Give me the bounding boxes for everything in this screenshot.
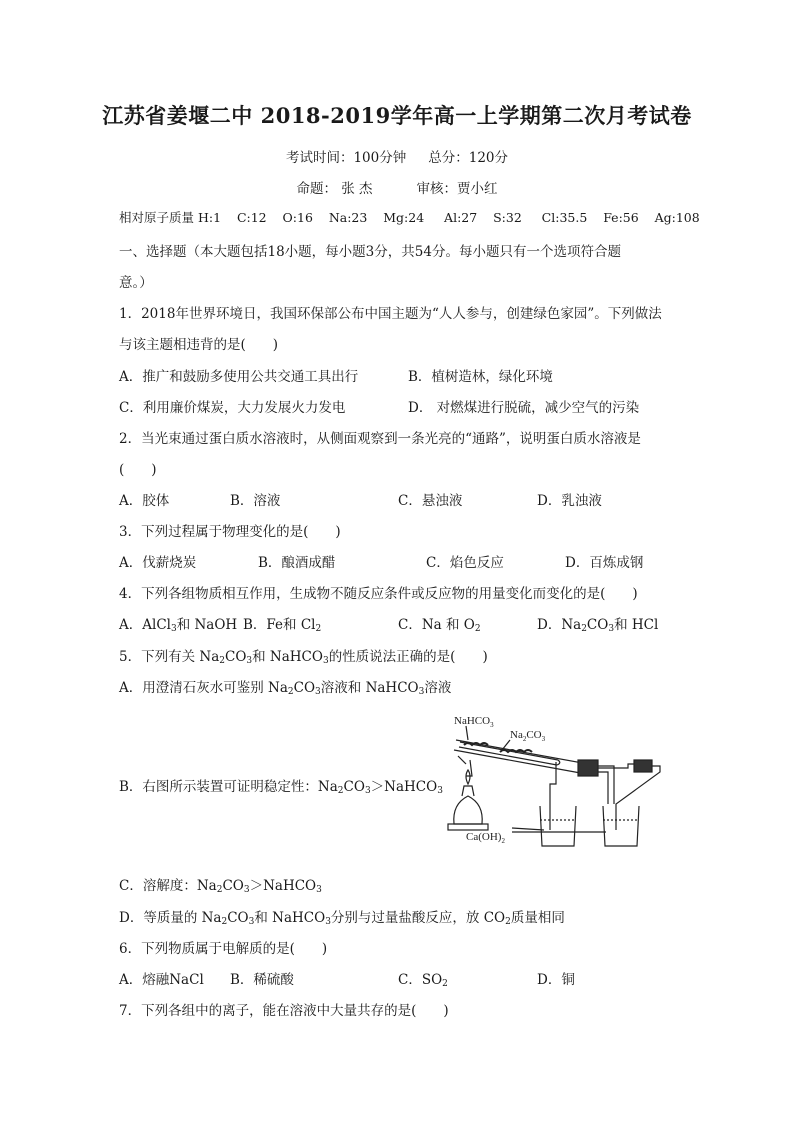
diagram-label-na2co3: $Na_2CO_3$ [510, 729, 546, 743]
q3-stem: 3．下列过程属于物理变化的是( ) [119, 524, 341, 540]
q1-option-c: C．利用廉价煤炭，大力发展火力发电 [119, 400, 346, 416]
q4-option-d: D．$Na_2CO_3$和 HCl [537, 617, 659, 634]
atomic-mass-line [119, 208, 700, 226]
exam-total-score: 总分：120分 [428, 150, 509, 166]
atomic-mass-item: Fe:56 [603, 210, 639, 225]
q6-stem: 6．下列物质属于电解质的是( ) [119, 941, 328, 957]
exam-title: 江苏省姜堰二中 2018-2019学年高一上学期第二次月考试卷 [102, 103, 692, 128]
atomic-mass-item: 相对原子质量 H:1 [119, 210, 222, 225]
q5-option-a: A．用澄清石灰水可鉴别 $Na_2CO_3$溶液和 NaHCO$_3$溶液 [119, 680, 452, 697]
exam-author-line [0, 177, 794, 197]
q7-stem: 7．下列各组中的离子，能在溶液中大量共存的是( ) [119, 1003, 449, 1019]
q1-option-b: B．植树造林，绿化环境 [408, 369, 553, 385]
q4-option-c: C．Na 和 $O_2$ [398, 617, 481, 634]
q2-option-c: C．悬浊液 [398, 493, 463, 509]
q1-stem-line1: 1．2018年世界环境日，我国环保部公布中国主题为“人人参与，创建绿色家园”。下列做法 [119, 306, 662, 322]
q2-option-b: B．溶液 [230, 493, 281, 509]
atomic-mass-item: Al:27 [444, 210, 478, 225]
q2-option-a: A．胶体 [119, 493, 170, 509]
atomic-mass-item: Cl:35.5 [541, 210, 588, 225]
atomic-mass-item: C:12 [236, 210, 267, 225]
atomic-mass-item: Na:23 [328, 210, 368, 225]
exam-time: 考试时间：100分钟 [285, 150, 407, 166]
q6-option-c: C．$SO_2$ [398, 972, 448, 989]
q6-option-a: A．熔融NaCl [119, 972, 204, 988]
q3-option-d: D．百炼成钢 [565, 555, 644, 571]
q1-option-a: A．推广和鼓励多使用公共交通工具出行 [119, 369, 359, 385]
q2-stem-line1: 2．当光束通过蛋白质水溶液时，从侧面观察到一条光亮的“通路”，说明蛋白质水溶液是 [119, 431, 641, 447]
atomic-mass-item: S:32 [493, 210, 522, 225]
exam-reviewer: 审核：贾小红 [416, 181, 498, 197]
q5-option-d: D．等质量的 $Na_2CO_3$和 NaHCO$_3$分别与过量盐酸反应，放 $CO_2$质量相同 [119, 910, 565, 927]
atomic-mass-item: Mg:24 [383, 210, 425, 225]
q5-apparatus-diagram [438, 712, 688, 857]
q3-option-b: B．酿酒成醋 [258, 555, 336, 571]
section-heading-line2: 意。） [119, 275, 153, 291]
section-heading-line1: 一、选择题（本大题包括18小题，每小题3分，共54分。每小题只有一个选项符合题 [119, 244, 621, 260]
q4-option-b: B．Fe和 $Cl_2$ [243, 617, 322, 634]
atomic-mass-item: O:16 [282, 210, 313, 225]
q2-option-d: D．乳浊液 [537, 493, 602, 509]
q1-option-d: D． 对燃煤进行脱硫，减少空气的污染 [408, 400, 640, 416]
q1-stem-line2: 与该主题相违背的是( ) [119, 337, 279, 353]
exam-author: 命题： 张 杰 [296, 181, 373, 197]
q6-option-d: D．铜 [537, 972, 575, 988]
q2-stem-line2: ( ) [119, 462, 157, 478]
q5-option-c: C．溶解度：$Na_2CO_3>NaHCO_3$ [119, 878, 322, 895]
q3-option-a: A．伐薪烧炭 [119, 555, 197, 571]
q5-option-b: B．右图所示装置可证明稳定性：$Na_2CO_3>NaHCO_3$ [119, 779, 443, 796]
exam-info-line [0, 146, 794, 166]
diagram-label-caoh2: $Ca(OH)_2$ [466, 831, 505, 845]
q3-option-c: C．焰色反应 [426, 555, 504, 571]
q4-stem: 4．下列各组物质相互作用，生成物不随反应条件或反应物的用量变化而变化的是( ) [119, 586, 638, 602]
q6-option-b: B．稀硫酸 [230, 972, 294, 988]
q5-stem: 5．下列有关 $Na_2CO_3$和 NaHCO$_3$的性质说法正确的是( ) [119, 649, 488, 666]
atomic-mass-item: Ag:108 [654, 210, 700, 225]
diagram-label-nahco3: NaHCO$_3$ [454, 715, 494, 729]
q4-option-a: A．AlCl$_3$和 NaOH [119, 617, 238, 634]
